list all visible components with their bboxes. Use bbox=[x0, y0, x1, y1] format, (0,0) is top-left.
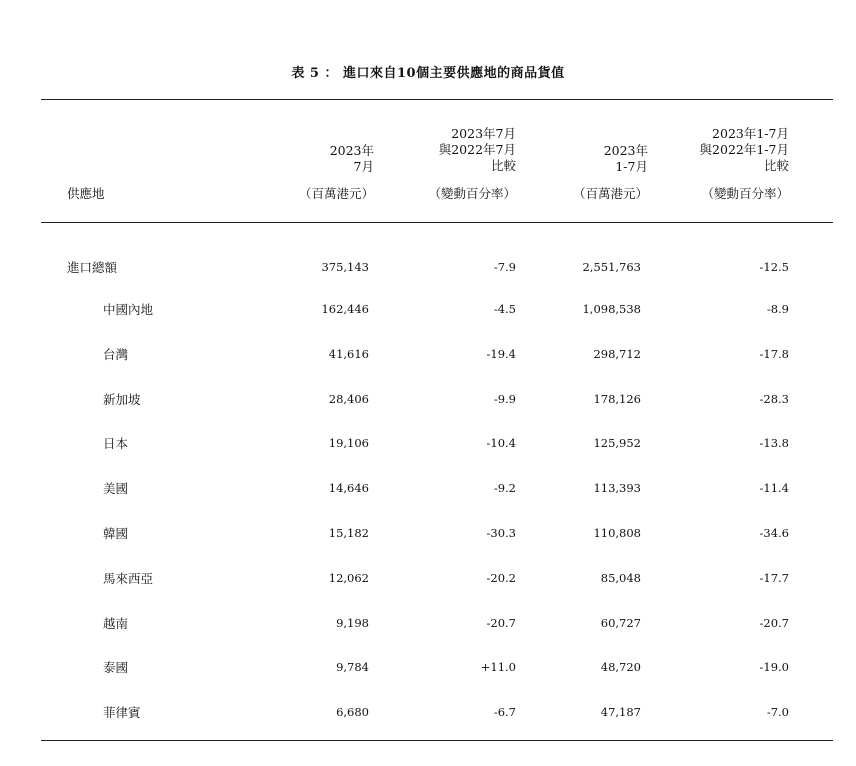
header-col2: 2023年7月 與2022年7月 比較 bbox=[438, 126, 516, 173]
row-value-v4: -11.4 bbox=[759, 481, 789, 495]
header-rule bbox=[41, 222, 833, 223]
row-value-v1: 41,616 bbox=[328, 347, 369, 361]
row-label: 日本 bbox=[103, 436, 129, 451]
row-value-v1: 14,646 bbox=[328, 481, 369, 495]
row-value-v3: 1,098,538 bbox=[582, 302, 641, 316]
table-title: 表 5 ： 進口來自10個主要供應地的商品貨值 bbox=[291, 66, 565, 81]
row-label: 泰國 bbox=[103, 660, 129, 675]
row-label: 菲律賓 bbox=[103, 705, 141, 720]
row-label: 越南 bbox=[103, 616, 129, 631]
row-value-v3: 48,720 bbox=[600, 660, 641, 674]
row-value-v4: -34.6 bbox=[759, 526, 789, 540]
row-label: 新加坡 bbox=[103, 392, 141, 407]
row-value-v2: -20.2 bbox=[486, 571, 516, 585]
row-value-v3: 113,393 bbox=[593, 481, 641, 495]
row-value-v2: -20.7 bbox=[486, 616, 516, 630]
row-label: 美國 bbox=[103, 481, 129, 496]
header-col4-unit: （變動百分率） bbox=[701, 186, 789, 201]
row-value-v2: -30.3 bbox=[486, 526, 516, 540]
header-col2-unit: （變動百分率） bbox=[428, 186, 516, 201]
row-value-v4: -8.9 bbox=[766, 302, 789, 316]
row-value-v1: 28,406 bbox=[328, 392, 369, 406]
header-supplier: 供應地 bbox=[67, 186, 105, 201]
row-value-v4: -12.5 bbox=[759, 260, 789, 274]
row-value-v2: -9.2 bbox=[493, 481, 516, 495]
row-value-v3: 60,727 bbox=[600, 616, 641, 630]
row-value-v4: -20.7 bbox=[759, 616, 789, 630]
header-col3-unit: （百萬港元） bbox=[572, 186, 648, 201]
row-value-v3: 47,187 bbox=[600, 705, 641, 719]
row-label: 進口總額 bbox=[67, 260, 118, 275]
row-value-v3: 298,712 bbox=[593, 347, 641, 361]
header-col1: 2023年 7月 bbox=[329, 143, 374, 174]
row-value-v4: -7.0 bbox=[766, 705, 789, 719]
header-col4: 2023年1-7月 與2022年1-7月 比較 bbox=[699, 126, 789, 173]
row-value-v3: 85,048 bbox=[600, 571, 641, 585]
row-value-v1: 162,446 bbox=[321, 302, 369, 316]
row-value-v1: 19,106 bbox=[328, 436, 369, 450]
top-rule bbox=[41, 99, 833, 100]
row-value-v3: 110,808 bbox=[593, 526, 641, 540]
row-label: 中國內地 bbox=[103, 302, 154, 317]
row-value-v1: 6,680 bbox=[336, 705, 369, 719]
row-value-v1: 375,143 bbox=[321, 260, 369, 274]
header-col3: 2023年 1-7月 bbox=[603, 143, 648, 174]
row-value-v4: -28.3 bbox=[759, 392, 789, 406]
row-value-v1: 12,062 bbox=[328, 571, 369, 585]
row-value-v2: -7.9 bbox=[493, 260, 516, 274]
row-value-v3: 125,952 bbox=[593, 436, 641, 450]
bottom-rule bbox=[41, 740, 833, 741]
header-col1-unit: （百萬港元） bbox=[298, 186, 374, 201]
row-value-v4: -17.8 bbox=[759, 347, 789, 361]
row-label: 馬來西亞 bbox=[103, 571, 154, 586]
row-value-v1: 9,784 bbox=[336, 660, 369, 674]
row-label: 台灣 bbox=[103, 347, 129, 362]
row-value-v3: 2,551,763 bbox=[582, 260, 641, 274]
row-value-v4: -19.0 bbox=[759, 660, 789, 674]
row-value-v2: -19.4 bbox=[486, 347, 516, 361]
row-value-v2: -6.7 bbox=[493, 705, 516, 719]
row-value-v2: +11.0 bbox=[480, 660, 516, 674]
row-value-v2: -9.9 bbox=[493, 392, 516, 406]
row-value-v2: -10.4 bbox=[486, 436, 516, 450]
row-value-v4: -17.7 bbox=[759, 571, 789, 585]
row-value-v3: 178,126 bbox=[593, 392, 641, 406]
row-value-v2: -4.5 bbox=[493, 302, 516, 316]
row-value-v1: 15,182 bbox=[328, 526, 369, 540]
row-label: 韓國 bbox=[103, 526, 129, 541]
row-value-v1: 9,198 bbox=[336, 616, 369, 630]
row-value-v4: -13.8 bbox=[759, 436, 789, 450]
